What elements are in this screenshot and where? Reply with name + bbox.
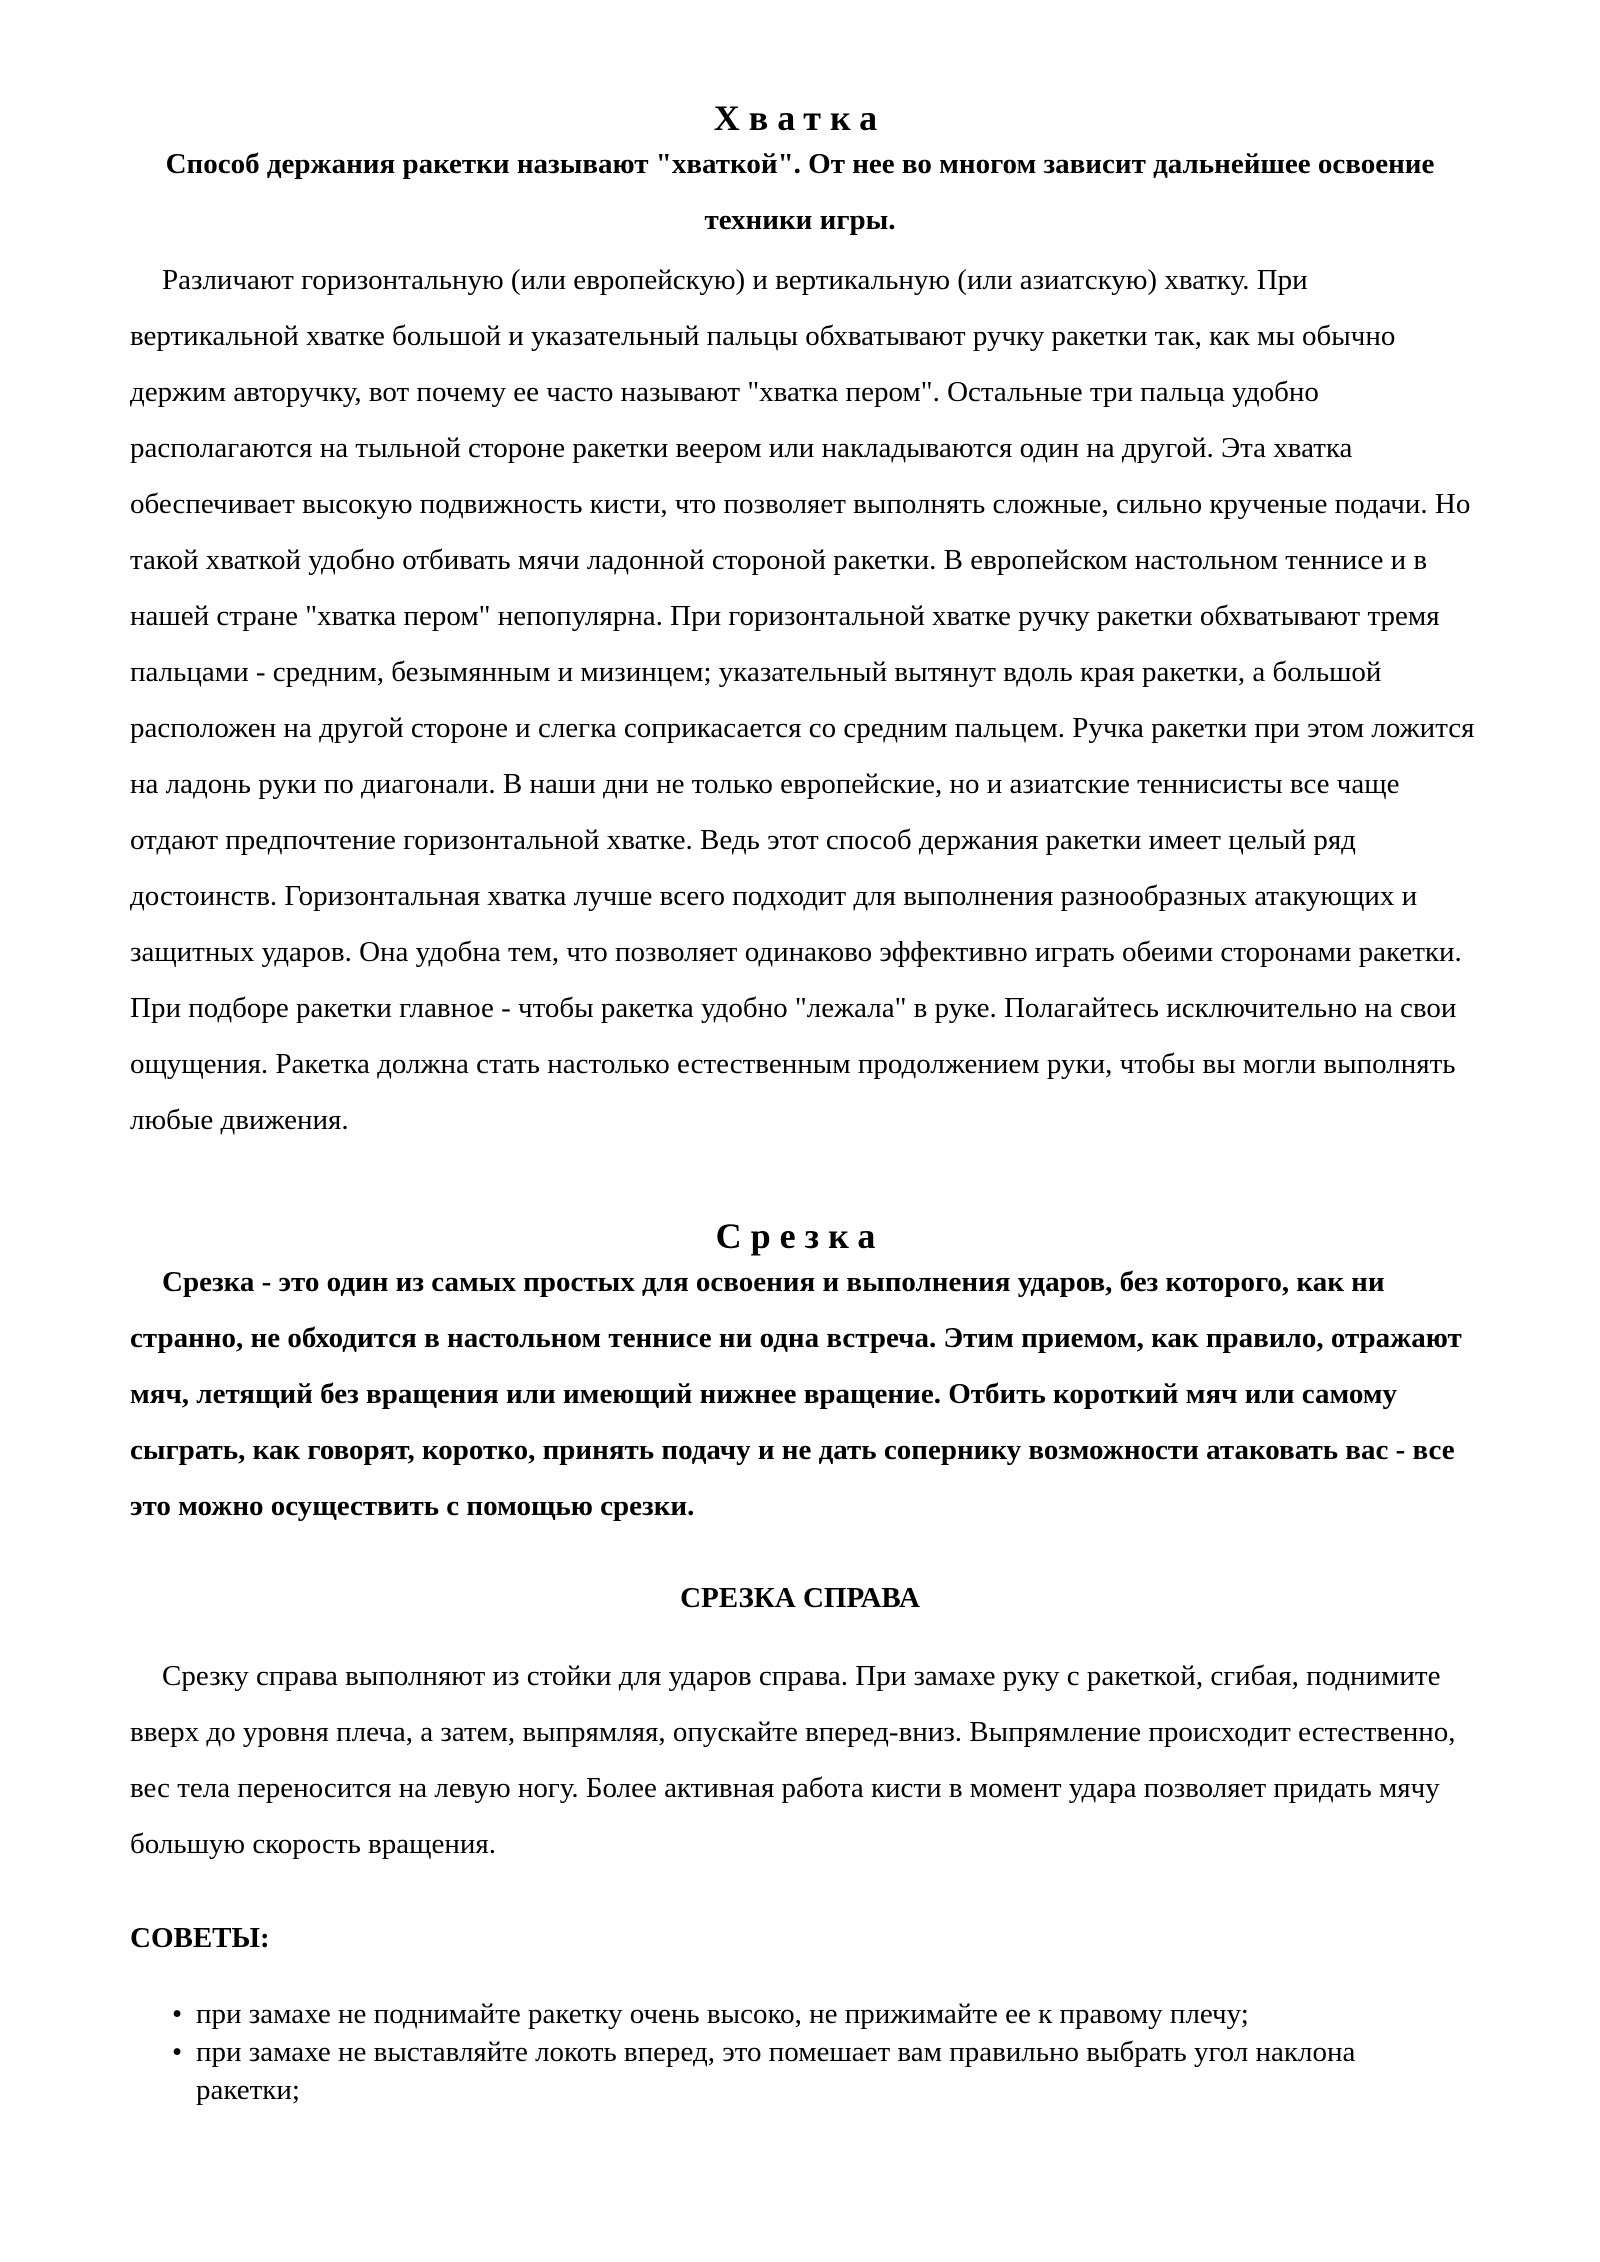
list-item [170, 2033, 1390, 2109]
section-lead-cut: Срезка - это один из самых простых для освоения и выполнения ударов, без которого, как ни странно, не обходится в настольном теннисе ни одна встреча. Этим приемом, как правило, отражают мяч, летящий без вращения или имеющий нижнее вращение. Отбить короткий мяч или самому сыграть, как говорят, коротко, принять подачу и не дать сопернику возможности атаковать вас - все это можно осуществить с помощью срезки. [130, 1266, 1462, 1522]
tips-list [170, 1995, 1390, 2109]
bullet-icon: • [172, 1998, 183, 2030]
section-body-grip: Различают горизонтальную (или европейскую) и вертикальную (или азиатскую) хватку. При вертикальной хватке большой и указательный пальцы обхватывают ручку ракетки так, как мы обычно держим авторучку, вот почему ее часто называют "хватка пером". Остальные три пальца удобно располагаются на тыльной стороне ракетки веером или накладываются один на другой. Эта хватка обеспечивает высокую подвижность кисти, что позволяет выполнять сложные, сильно крученые подачи. Но такой хваткой удобно отбивать мячи ладонной стороной ракетки. В европейском настольном теннисе и в нашей стране "хватка пером" непопулярна. При горизонтальной хватке ручку ракетки обхватывают тремя пальцами - средним, безымянным и мизинцем; указательный вытянут вдоль края ракетки, а большой расположен на другой стороне и слегка соприкасается со средним пальцем. Ручка ракетки при этом ложится на ладонь руки по диагонали. В наши дни не только европейские, но и азиатские теннисисты все чаще отдают предпочтение горизонтальной хватке. Ведь этот способ держания ракетки имеет целый ряд достоинств. Горизонтальная хватка лучше всего подходит для выполнения разнообразных атакующих и защитных ударов. Она удобна тем, что позволяет одинаково эффективно играть обеими сторонами ракетки. При подборе ракетки главное - чтобы ракетка удобно "лежала" в руке. Полагайтесь исключительно на свои ощущения. Ракетка должна стать настолько естественным продолжением руки, чтобы вы могли выполнять любые движения. [130, 264, 1475, 1136]
tip-text: при замахе не поднимайте ракетку очень высоко, не прижимайте ее к правому плечу; [196, 1998, 1249, 2030]
section-body-forehand-cut: Срезку справа выполняют из стойки для ударов справа. При замахе руку с ракеткой, сгибая, поднимите вверх до уровня плеча, а затем, выпрямляя, опускайте вперед-вниз. Выпрямление происходит естественно, вес тела переносится на левую ногу. Более активная работа кисти в момент удара позволяет придать мячу большую скорость вращения. [130, 1660, 1456, 1860]
tips-heading: СОВЕТЫ: [130, 1922, 270, 1954]
subheading-forehand-cut: СРЕЗКА СПРАВА [680, 1582, 920, 1614]
list-item [170, 1995, 1390, 2033]
tip-text: при замахе не выставляйте локоть вперед, это помешает вам правильно выбрать угол наклона ракетки; [196, 2036, 1356, 2106]
bullet-icon: • [172, 2036, 183, 2068]
section-title-grip: Хватка [713, 98, 887, 138]
section-title-cut: Срезка [715, 1216, 885, 1256]
section-lead-grip: Способ держания ракетки называют "хваткой". От нее во многом зависит дальнейшее освоение техники игры. [165, 148, 1435, 236]
